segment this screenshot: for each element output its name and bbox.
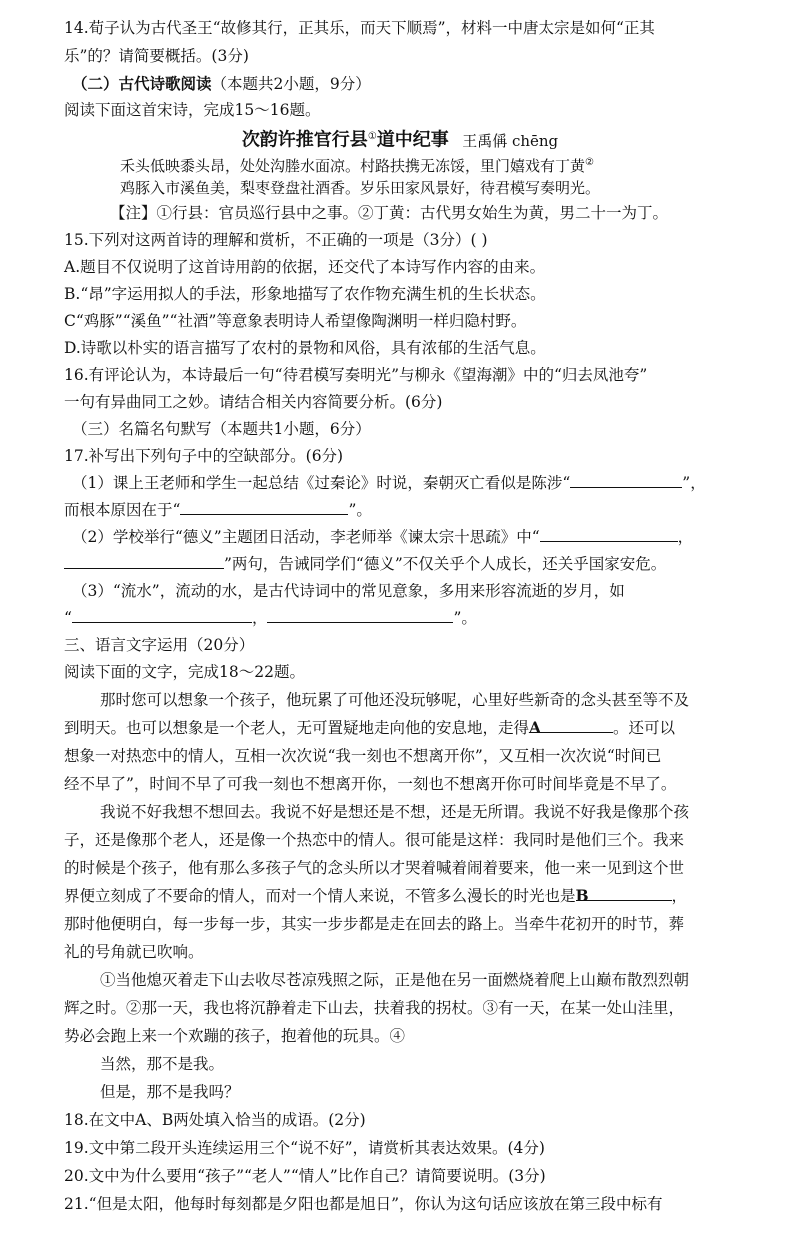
q17-p3-line1: （3）“流水”，流动的水，是古代诗词中的常见意象，多用来形容流逝的岁月，如 xyxy=(72,582,625,600)
section3-heading: （三）名篇名句默写（本题共1小题，6分） xyxy=(72,420,371,438)
poem-title xyxy=(0,124,800,154)
q15-stem: 15.下列对这两首诗的理解和赏析，不正确的一项是（3分）( ) xyxy=(64,231,488,249)
q17-p1-text-a: （1）课上王老师和学生一起总结《过秦论》时说，秦朝灭亡看似是陈涉“ xyxy=(72,474,571,492)
section2-intro: 阅读下面这首宋诗，完成15～16题。 xyxy=(64,101,321,119)
q14-line2: 乐”的？请简要概括。(3分) xyxy=(64,47,249,65)
poem-title-a: 次韵许推官行县 xyxy=(241,129,368,151)
passage-p3-line1: ①当他熄灭着走下山去收尽苍凉残照之际，正是他在另一面燃烧着爬上山巅布散烈烈朝 xyxy=(100,971,690,989)
q17-p2-text-b: ， xyxy=(677,528,694,546)
part3-heading: 三、语言文字运用（20分） xyxy=(64,636,255,654)
answer-blank[interactable] xyxy=(64,552,224,569)
q17-p2-text-a: （2）学校举行“德义”主题团日活动，李老师举《谏太宗十思疏》中“ xyxy=(72,528,540,546)
poem-title-note: ① xyxy=(367,131,377,142)
poem-line2: 鸡豚入市溪鱼美，梨枣登盘社酒香。岁乐田家风景好，待君模写奏明光。 xyxy=(120,179,601,197)
passage-p5: 但是，那不是我吗？ xyxy=(100,1083,240,1101)
poem-notes: 【注】①行县：官员巡行县中之事。②丁黄：古代男女始生为黄，男二十一为丁。 xyxy=(110,204,669,222)
section2-heading-rest: （本题共2小题，9分） xyxy=(211,75,371,93)
blank-b[interactable]: B xyxy=(576,884,672,901)
passage-p1-text-b: 。还可以 xyxy=(613,719,676,737)
passage-p3-line3: 势必会跑上来一个欢蹦的孩子，抱着他的玩具。④ xyxy=(64,1027,406,1045)
passage-p4: 当然，那不是我。 xyxy=(100,1055,225,1073)
poem-line1-text: 禾头低映黍头昂，处处沟塍水面凉。村路扶携无冻馁，里门嬉戏有丁黄 xyxy=(120,157,586,175)
q17-p1-text-b: ”， xyxy=(682,474,706,492)
passage-p2-line6: 礼的号角就已吹响。 xyxy=(64,943,204,961)
q17-p1-text-d: ”。 xyxy=(348,501,372,519)
passage-p1-line3: 想象一对热恋中的情人，互相一次次说“我一刻也不想离开你”，又互相一次次说“时间已 xyxy=(64,747,662,765)
answer-blank[interactable] xyxy=(72,606,252,623)
q17-p2-text-c: ”两句，告诫同学们“德义”不仅关乎个人成长，还关乎国家安危。 xyxy=(224,555,667,573)
passage-p1-line2 xyxy=(64,716,770,740)
q17-p1-text-c: 而根本原因在于“ xyxy=(64,501,181,519)
poem-line1-note: ② xyxy=(585,157,594,168)
passage-p1-line4: 经不早了”，时间不早了可我一刻也不想离开你，一刻也不想离开你可时间毕竟是不早了。 xyxy=(64,775,677,793)
answer-blank[interactable] xyxy=(267,606,453,623)
answer-blank[interactable] xyxy=(540,525,678,542)
q15-option-b: B.“昂”字运用拟人的手法，形象地描写了农作物充满生机的生长状态。 xyxy=(64,285,546,303)
passage-p1-text-a: 到明天。也可以想象是一个老人，无可置疑地走向他的安息地，走得 xyxy=(64,719,530,737)
passage-p2-line5: 那时他便明白，每一步每一步，其实一步步都是走在回去的路上。当牵牛花初开的时节，葬 xyxy=(64,915,685,933)
q20: 20.文中为什么要用“孩子”“老人”“情人”比作自己？请简要说明。(3分) xyxy=(64,1167,546,1185)
passage-p3-line2: 辉之时。②那一天，我也将沉静着走下山去，扶着我的拐杖。③有一天，在某一处山洼里， xyxy=(64,999,685,1017)
q17-p3-text-d: ”。 xyxy=(453,609,477,627)
passage-p2-text-b: ， xyxy=(671,887,688,905)
q16-line1: 16.有评论认为，本诗最后一句“待君模写奏明光”与柳永《望海潮》中的“归去凤池夸” xyxy=(64,366,648,384)
passage-p2-line3: 的时候是个孩子，他有那么多孩子气的念头所以才哭着喊着闹着要来，他一来一见到这个世 xyxy=(64,859,685,877)
q15-option-a: A.题目不仅说明了这首诗用韵的依据，还交代了本诗写作内容的由来。 xyxy=(64,258,546,276)
q17-p1-line2 xyxy=(64,498,770,522)
q19: 19.文中第二段开头连续运用三个“说不好”，请赏析其表达效果。(4分) xyxy=(64,1139,545,1157)
poem-author: 王禹偁 chēng xyxy=(462,131,559,150)
q17-p2-line2 xyxy=(64,552,770,576)
passage-p2-text-a: 界便立刻成了不要命的情人，而对一个情人来说，不管多么漫长的时光也是 xyxy=(64,887,576,905)
q17-p2-line1 xyxy=(72,525,778,549)
section2-heading-bold: （二）古代诗歌阅读 xyxy=(72,74,212,93)
q17-p3-text-b: “ xyxy=(64,609,72,627)
passage-p1-line1: 那时您可以想象一个孩子，他玩累了可他还没玩够呢，心里好些新奇的念头甚至等不及 xyxy=(100,691,690,709)
q18: 18.在文中A、B两处填入恰当的成语。(2分) xyxy=(64,1111,366,1129)
q15-option-d: D.诗歌以朴实的语言描写了农村的景物和风俗，具有浓郁的生活气息。 xyxy=(64,339,546,357)
q17-p1-line1 xyxy=(72,471,778,495)
poem-title-b: 道中纪事 xyxy=(376,129,449,151)
section2-heading xyxy=(72,72,778,96)
passage-p2-line4 xyxy=(64,884,770,908)
answer-blank[interactable] xyxy=(180,498,348,515)
q14-line1: 14.荀子认为古代圣王“故修其行，正其乐，而天下顺焉”，材料一中唐太宗是如何“正其 xyxy=(64,19,655,37)
blank-a[interactable]: A xyxy=(529,716,613,733)
q17-p3-line2 xyxy=(64,606,770,630)
passage-p2-line2: 子，还是像那个老人，还是像一个热恋中的情人。很可能是这样：我同时是他们三个。我来 xyxy=(64,831,685,849)
q15-option-c: C“鸡豚”“溪鱼”“社酒”等意象表明诗人希望像陶渊明一样归隐村野。 xyxy=(64,312,527,330)
passage-p2-line1: 我说不好我想不想回去。我说不好是想还是不想，还是无所谓。我说不好我是像那个孩 xyxy=(100,803,690,821)
answer-blank[interactable] xyxy=(570,471,682,488)
part3-intro: 阅读下面的文字，完成18～22题。 xyxy=(64,663,305,681)
poem-line1 xyxy=(120,151,594,178)
q21: 21.“但是太阳，他每时每刻都是夕阳也都是旭日”，你认为这句话应该放在第三段中标有 xyxy=(64,1195,663,1213)
q17-p3-text-c: ， xyxy=(251,609,268,627)
q16-line2: 一句有异曲同工之妙。请结合相关内容简要分析。(6分) xyxy=(64,393,443,411)
q17-stem: 17.补写出下列句子中的空缺部分。(6分) xyxy=(64,447,344,465)
